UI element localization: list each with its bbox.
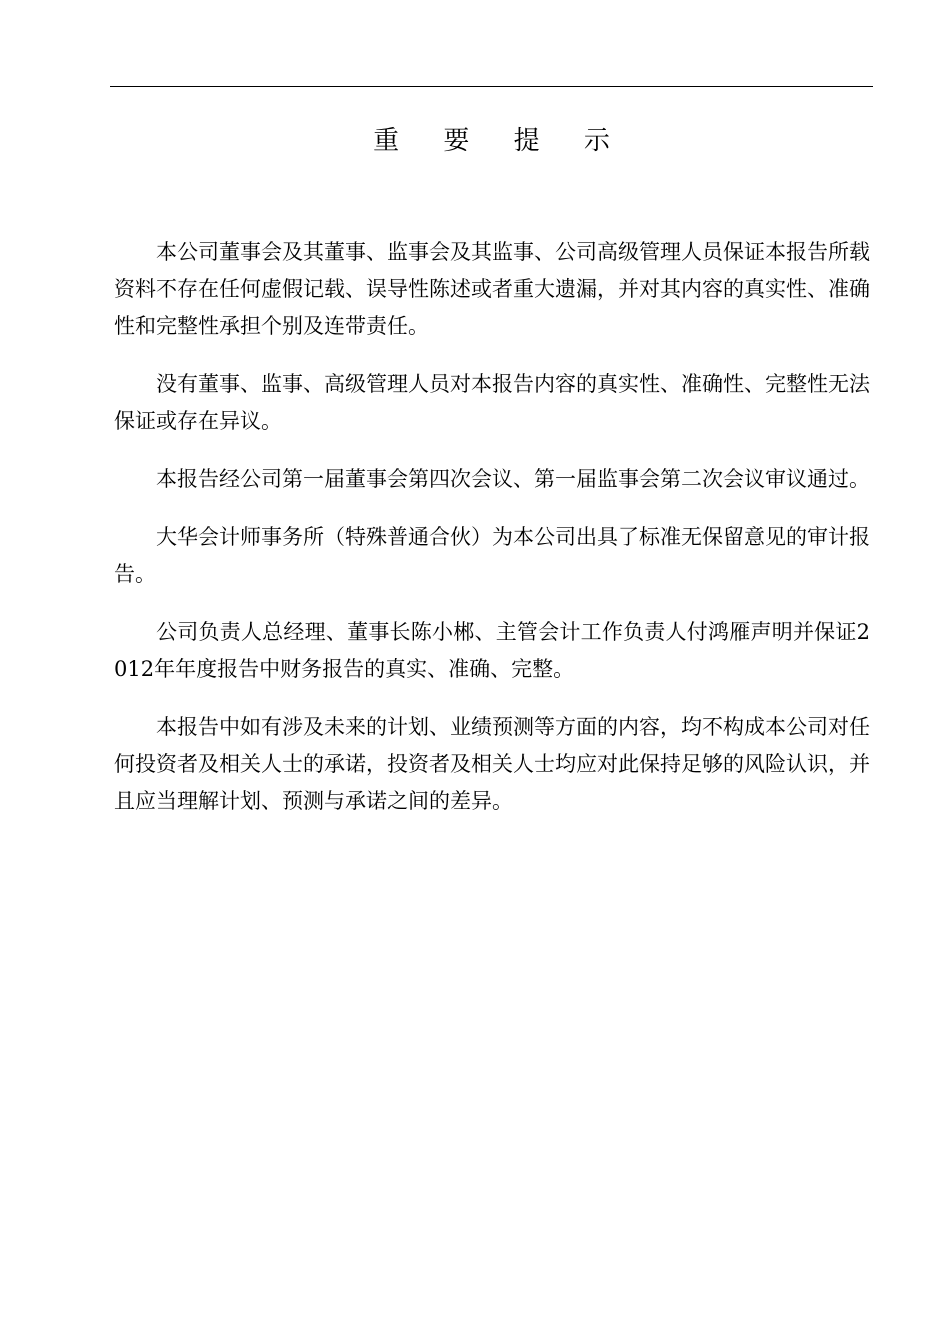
page-title: 重 要 提 示	[373, 126, 628, 156]
paragraph-no-objection: 没有董事、监事、高级管理人员对本报告内容的真实性、准确性、完整性无法保证或存在异议。	[114, 372, 870, 433]
notice-body	[114, 234, 870, 841]
paragraph-financial-declaration: 公司负责人总经理、董事长陈小郴、主管会计工作负责人付鸿雁声明并保证2012年年度报告中财务报告的真实、准确、完整。	[114, 620, 870, 681]
header-rule	[110, 86, 873, 87]
paragraph-board-approval: 本报告经公司第一届董事会第四次会议、第一届监事会第二次会议审议通过。	[156, 467, 870, 491]
paragraph-responsibility-statement: 本公司董事会及其董事、监事会及其监事、公司高级管理人员保证本报告所载资料不存在任何虚假记载、误导性陈述或者重大遗漏，并对其内容的真实性、准确性和完整性承担个别及连带责任。	[114, 240, 870, 338]
paragraph-audit-opinion: 大华会计师事务所（特殊普通合伙）为本公司出具了标准无保留意见的审计报告。	[114, 525, 870, 586]
paragraph-forward-looking: 本报告中如有涉及未来的计划、业绩预测等方面的内容，均不构成本公司对任何投资者及相关人士的承诺，投资者及相关人士均应对此保持足够的风险认识，并且应当理解计划、预测与承诺之间的差异。	[114, 715, 870, 813]
